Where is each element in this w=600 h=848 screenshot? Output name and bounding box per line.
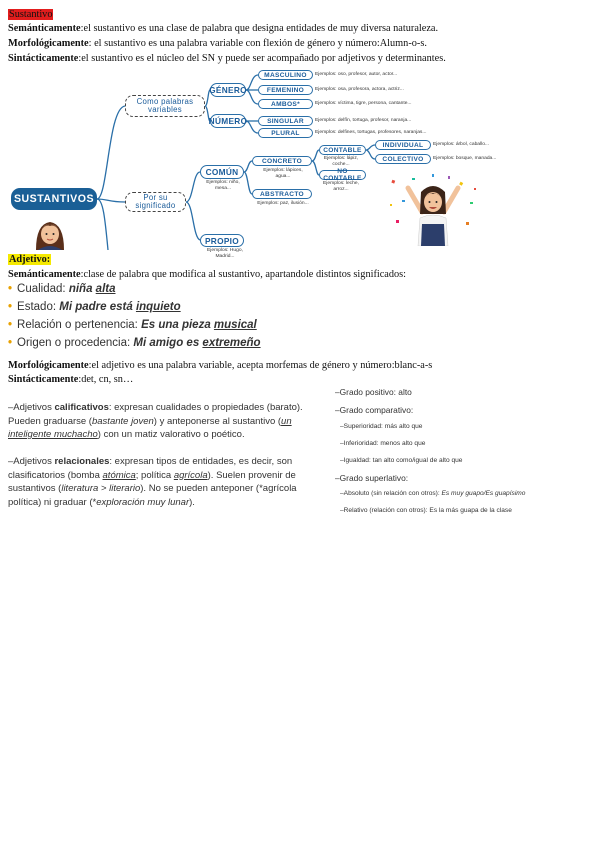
adj-example-3 — [8, 317, 257, 333]
sustantivo-heading — [8, 9, 53, 21]
note-term: calificativos — [54, 402, 109, 413]
adj-example-key: musical — [213, 319, 257, 331]
singular-examples: Ejemplos: delfín, tortuga, profesor, naranja... — [315, 118, 412, 123]
adj-example-label: Estado: — [17, 301, 60, 313]
propio-examples: Ejemplos: Hugo, Madrid... — [207, 248, 243, 259]
node-plural: PLURAL — [258, 128, 313, 138]
synt-label: Sintácticamente — [8, 53, 79, 64]
sustantivo-morph-line — [8, 38, 427, 50]
bullet-icon: • — [8, 283, 13, 295]
colectivo-examples: Ejemplos: bosque, manada... — [433, 156, 497, 161]
node-comun: COMÚN — [200, 165, 244, 179]
note-prefix: –Adjetivos — [8, 456, 55, 467]
node-como-palabras-variables: Como palabras variables — [125, 95, 205, 117]
adj-morph-text: :el adjetivo es una palabra variable, acepta morfemas de género y número:blanc-a-s — [88, 360, 433, 371]
node-propio: PROPIO — [200, 234, 244, 247]
adj-example-label: Origen o procedencia: — [17, 337, 134, 349]
note-italic: un inteligente muchacho — [8, 415, 292, 440]
adj-example-4 — [8, 335, 261, 351]
adj-example-key: extremeño — [202, 337, 261, 349]
plural-examples: Ejemplos: delfines, tortugas, profesores, naranjas... — [315, 130, 427, 135]
grado-comparativo: –Grado comparativo: — [335, 405, 414, 415]
note-term: relacionales — [54, 456, 110, 467]
adj-example-text: Es una pieza — [141, 319, 214, 331]
adjetivo-heading-text: Adjetivo: — [9, 254, 51, 265]
adjetivo-heading — [8, 254, 51, 266]
grado-absoluto-example: Es muy guapo/Es guapísimo — [441, 490, 526, 497]
adjetivo-semantic-line — [8, 269, 406, 281]
morph-label: Morfológicamente — [8, 38, 89, 49]
morph-text: : el sustantivo es una palabra variable con flexión de género y número:Alumn-o-s. — [88, 38, 427, 49]
note-text: ; política — [135, 469, 174, 481]
note-italic: literatura > literario — [61, 483, 141, 494]
note-underlined: atómica — [102, 469, 136, 481]
note-calificativos — [8, 401, 308, 442]
adj-example-1 — [8, 281, 116, 297]
femenino-examples: Ejemplos: osa, profesora, actora, actriz... — [315, 87, 404, 92]
note-italic: bastante joven — [91, 415, 154, 427]
comun-examples: Ejemplos: niño, mesa... — [206, 180, 240, 191]
node-genero: GÉNERO — [209, 85, 247, 95]
grado-relativo: –Relativo (relación con otros): Es la más guapa de la clase — [340, 507, 512, 514]
no-contable-examples: Ejemplos: leche, arroz... — [323, 181, 359, 192]
node-numero: NÚMERO — [208, 116, 248, 126]
node-ambos: AMBOS* — [258, 99, 313, 109]
note-italic: exploración muy lunar — [96, 496, 190, 508]
adj-example-label: Cualidad: — [17, 283, 69, 295]
adjetivo-morph-line — [8, 360, 432, 372]
adj-synt-text: :det, cn, sn… — [78, 374, 134, 385]
semantic-text: :el sustantivo es una clase de palabra que designa entidades de muy diversa naturaleza. — [80, 23, 439, 34]
node-masculino: MASCULINO — [258, 70, 313, 80]
grado-absoluto-label: –Absoluto (sin relación con otros): — [340, 490, 442, 497]
node-por-su-significado: Por su significado — [125, 192, 186, 212]
adj-semantic-label: Semánticamente — [8, 269, 81, 280]
note-prefix: –Adjetivos — [8, 402, 55, 413]
adj-synt-label: Sintácticamente — [8, 374, 79, 385]
note-text: ). No se pueden anteponer (*agrícola política) ni graduar (* — [8, 483, 297, 508]
sustantivo-semantic-line — [8, 23, 438, 35]
node-contable: CONTABLE — [319, 145, 366, 155]
node-individual: INDIVIDUAL — [375, 140, 431, 150]
note-text: ). Suelen provenir de sustantivos ( — [8, 469, 296, 494]
teacher-avatar-icon — [30, 216, 70, 250]
note-text: : expresan tipos de entidades, es decir, son clasificatorios (bomba — [8, 456, 293, 481]
adjetivo-synt-line — [8, 374, 133, 386]
note-underlined: agrícola — [173, 469, 208, 481]
grado-superlativo: –Grado superlativo: — [335, 473, 409, 483]
note-text: : expresan cualidades o propiedades (barato). Pueden graduarse ( — [8, 402, 303, 427]
node-femenino: FEMENINO — [258, 85, 313, 95]
sustantivo-synt-line — [8, 53, 446, 65]
grado-absoluto — [340, 490, 525, 497]
bullet-icon: • — [8, 337, 13, 349]
adj-example-text: niña — [68, 283, 96, 295]
adj-morph-label: Morfológicamente — [8, 360, 89, 371]
ambos-examples: Ejemplos: víctima, tigre, persona, cantante... — [315, 101, 412, 106]
adj-example-text: Mi amigo es — [133, 337, 203, 349]
contable-examples: Ejemplos: lápiz, coche... — [323, 156, 359, 167]
bullet-icon: • — [8, 319, 13, 331]
grado-igualdad: –Igualdad: tan alto como/igual de alto que — [340, 457, 463, 464]
adj-example-2 — [8, 299, 181, 315]
synt-text: :el sustantivo es el núcleo del SN y puede ser acompañado por adjetivos y determinantes. — [78, 53, 446, 64]
node-singular: SINGULAR — [258, 116, 313, 126]
note-text: ) y anteponerse al sustantivo ( — [153, 415, 282, 427]
adj-example-text: Mi padre está — [59, 301, 136, 313]
grado-superioridad: –Superioridad: más alto que — [340, 423, 423, 430]
adj-example-label: Relación o pertenencia: — [17, 319, 142, 331]
adj-example-key: alta — [95, 283, 116, 295]
sustantivos-diagram — [8, 68, 523, 259]
note-text: ) con un matiz valorativo o poético. — [97, 429, 245, 440]
root-node: SUSTANTIVOS — [11, 188, 97, 210]
celebrating-woman-icon — [388, 174, 478, 246]
node-abstracto: ABSTRACTO — [252, 189, 312, 199]
sustantivo-heading-text: Sustantivo — [9, 9, 53, 20]
individual-examples: Ejemplos: árbol, caballo... — [433, 142, 489, 147]
adj-semantic-text: :clase de palabra que modifica al sustantivo, apartandole distintos significados: — [80, 269, 407, 280]
adj-example-key: inquieto — [135, 301, 181, 313]
masculino-examples: Ejemplos: oso, profesor, autor, actor... — [315, 72, 398, 77]
semantic-label: Semánticamente — [8, 23, 81, 34]
note-text: ). — [189, 496, 195, 508]
bullet-icon: • — [8, 301, 13, 313]
node-no-contable: NO CONTABLE — [319, 170, 366, 180]
grado-inferioridad: –Inferioridad: menos alto que — [340, 440, 426, 447]
node-colectivo: COLECTIVO — [375, 154, 431, 164]
concreto-examples: Ejemplos: lápices, agua... — [263, 168, 303, 179]
node-concreto: CONCRETO — [252, 156, 312, 166]
abstracto-examples: Ejemplos: paz, ilusión... — [257, 201, 309, 206]
grado-positivo: –Grado positivo: alto — [335, 387, 412, 397]
note-relacionales — [8, 455, 308, 509]
